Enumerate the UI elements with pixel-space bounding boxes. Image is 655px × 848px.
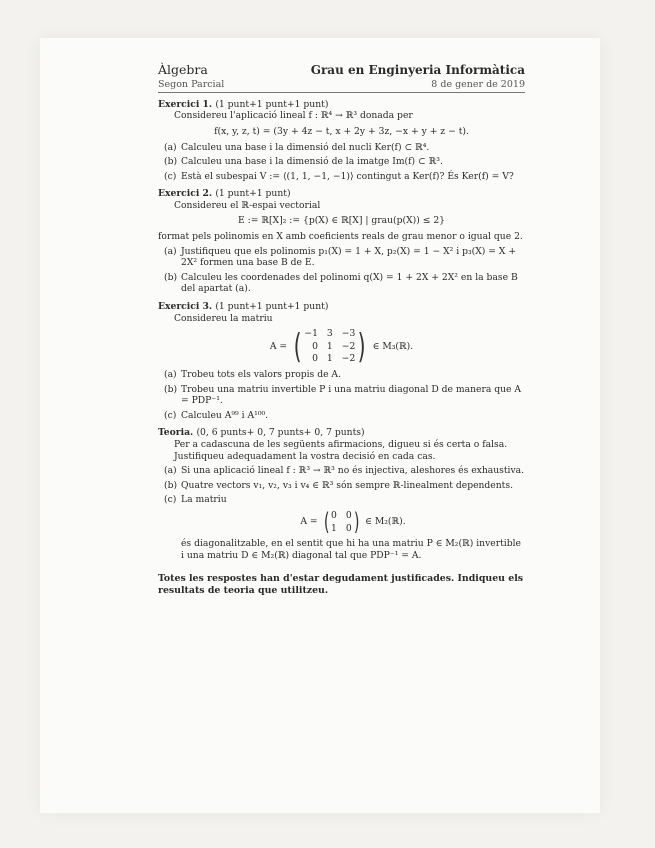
exercise-3-intro: Considereu la matriu bbox=[174, 312, 273, 324]
header bbox=[158, 62, 525, 78]
exercise-1-item-b bbox=[164, 156, 525, 168]
item-label: (c) bbox=[164, 494, 177, 506]
item-text: Justifiqueu que els polinomis p₁(X) = 1 + X, p₂(X) = 1 − X² i p₃(X) = X + 2X² formen una base B de E. bbox=[181, 245, 517, 269]
matrix-entry: 1 bbox=[326, 340, 333, 352]
header-subline bbox=[158, 79, 525, 91]
matrix-entry: 1 bbox=[331, 522, 337, 534]
matrix-entry: 0 bbox=[345, 509, 352, 521]
left-paren: ( bbox=[323, 508, 330, 537]
exam-page bbox=[158, 62, 525, 597]
theory-points: (0, 6 punts+ 0, 7 punts+ 0, 7 punts) bbox=[196, 427, 365, 439]
closing-note: Totes les respostes han d'estar degudament justificades. Indiqueu els resultats de teoria que utilitzeu. bbox=[158, 573, 524, 597]
item-label: (c) bbox=[164, 409, 177, 421]
matrix-entry: 0 bbox=[312, 340, 318, 352]
exercise-1-points: (1 punt+1 punt+1 punt) bbox=[215, 98, 329, 110]
theory-heading bbox=[158, 427, 525, 439]
item-text: Està el subespai V := ⟨(1, 1, −1, −1)⟩ contingut a Ker(f)? És Ker(f) = V? bbox=[181, 170, 514, 182]
matrix-entry: 0 bbox=[345, 522, 352, 534]
exercise-3-item-c bbox=[164, 410, 525, 422]
item-text: Calculeu una base i la dimensió de la imatge Im(f) ⊂ ℝ³. bbox=[181, 156, 443, 168]
item-label: (b) bbox=[164, 271, 178, 283]
right-paren: ) bbox=[357, 326, 366, 367]
matrix-grid bbox=[304, 328, 355, 365]
item-text: Calculeu una base i la dimensió del nucli Ker(f) ⊂ ℝ⁴. bbox=[181, 141, 430, 153]
theory-item-a bbox=[164, 465, 525, 477]
exercise-2-formula: E := ℝ[X]₂ := {p(X) ∈ ℝ[X] | grau(p(X)) ≤ 2} bbox=[237, 215, 446, 227]
theory-title: Teoria. bbox=[158, 427, 194, 439]
matrix-entry: −2 bbox=[341, 353, 356, 365]
matrix-entry: −1 bbox=[304, 328, 318, 340]
exercise-2-item-a bbox=[164, 246, 525, 269]
item-text: Si una aplicació lineal f : ℝ³ → ℝ³ no és injectiva, aleshores és exhaustiva. bbox=[181, 465, 525, 477]
exercise-3-matrix-equation bbox=[158, 328, 525, 365]
matrix-entry: 0 bbox=[331, 509, 337, 521]
item-c-body bbox=[181, 494, 525, 561]
matrix-entry: 1 bbox=[326, 353, 333, 365]
item-label: (a) bbox=[164, 141, 177, 153]
theory-intro: Per a cadascuna de les següents afirmacions, digueu si és certa o falsa. Justifiqueu adequadament la vostra decisió en cada cas. bbox=[174, 438, 508, 462]
exercise-1 bbox=[158, 99, 525, 183]
theory-item-c bbox=[164, 494, 525, 561]
exercise-1-item-c bbox=[164, 171, 525, 183]
item-text: Trobeu una matriu invertible P i una matriu diagonal D de manera que A = PDP⁻¹. bbox=[181, 383, 522, 407]
exercise-3-heading bbox=[158, 301, 525, 313]
left-paren: ( bbox=[293, 326, 302, 367]
exercise-2-points: (1 punt+1 punt) bbox=[215, 188, 291, 200]
exercise-3 bbox=[158, 301, 525, 421]
matrix-rhs: ∈ M₂(ℝ). bbox=[365, 516, 406, 528]
item-label: (a) bbox=[164, 465, 177, 477]
matrix-3x3 bbox=[291, 328, 368, 365]
item-label: (b) bbox=[164, 479, 178, 491]
exam-date: 8 de gener de 2019 bbox=[431, 78, 525, 90]
item-text: Trobeu tots els valors propis de A. bbox=[181, 369, 341, 380]
item-label: (a) bbox=[164, 245, 177, 257]
right-paren: ) bbox=[353, 508, 360, 537]
item-label: (b) bbox=[164, 383, 178, 395]
item-text: Calculeu A⁹⁹ i A¹⁰⁰. bbox=[181, 409, 269, 421]
matrix-lhs: A = bbox=[269, 340, 288, 352]
matrix-lhs: A = bbox=[300, 516, 318, 528]
exercise-3-item-b bbox=[164, 384, 525, 407]
matrix-grid bbox=[331, 510, 352, 534]
item-text: Quatre vectors v₁, v₂, v₃ i v₄ ∈ ℝ³ són sempre ℝ-linealment dependents. bbox=[181, 479, 513, 491]
item-c-intro: La matriu bbox=[181, 494, 227, 506]
exercise-1-heading bbox=[158, 99, 525, 111]
matrix-entry: −3 bbox=[341, 328, 356, 340]
exercise-2-heading bbox=[158, 188, 525, 200]
exercise-2-intro: Considereu el ℝ-espai vectorial bbox=[174, 199, 321, 211]
matrix-entry: −2 bbox=[341, 340, 356, 352]
exercise-1-item-a bbox=[164, 142, 525, 154]
exercise-3-title: Exercici 3. bbox=[158, 301, 213, 313]
matrix-entry: 3 bbox=[326, 328, 333, 340]
exercise-1-formula: f(x, y, z, t) = (3y + 4z − t, x + 2y + 3z, −x + y + z − t). bbox=[214, 125, 469, 137]
theory-matrix-equation bbox=[181, 508, 525, 537]
matrix-2x2 bbox=[322, 508, 361, 537]
item-c-after: és diagonalitzable, en el sentit que hi ha una matriu P ∈ M₂(ℝ) invertible i una matriu D ∈ M₂(ℝ) diagonal tal que PDP⁻¹ = A. bbox=[181, 538, 521, 561]
header-rule bbox=[158, 92, 525, 93]
exercise-1-title: Exercici 1. bbox=[158, 98, 213, 110]
item-label: (b) bbox=[164, 156, 178, 168]
exercise-2-after: format pels polinomis en X amb coeficients reals de grau menor o igual que 2. bbox=[158, 231, 523, 243]
exercise-2 bbox=[158, 188, 525, 295]
exam-name: Segon Parcial bbox=[158, 78, 225, 90]
degree-title: Grau en Enginyeria Informàtica bbox=[310, 62, 525, 77]
exercise-3-item-a bbox=[164, 369, 525, 381]
theory-item-b bbox=[164, 480, 525, 492]
theory-section bbox=[158, 427, 525, 561]
item-text: Calculeu les coordenades del polinomi q(X) = 1 + 2X + 2X² en la base B del apartat (a). bbox=[181, 271, 518, 295]
exercise-2-item-b bbox=[164, 272, 525, 295]
matrix-entry: 0 bbox=[312, 353, 318, 365]
matrix-rhs: ∈ M₃(ℝ). bbox=[372, 340, 414, 352]
exercise-3-points: (1 punt+1 punt+1 punt) bbox=[215, 301, 329, 313]
exercise-1-intro: Considereu l'aplicació lineal f : ℝ⁴ → ℝ³ donada per bbox=[174, 110, 413, 122]
exercise-2-title: Exercici 2. bbox=[158, 188, 213, 200]
item-label: (a) bbox=[164, 369, 177, 380]
item-label: (c) bbox=[164, 170, 177, 182]
subject-title: Àlgebra bbox=[158, 62, 208, 77]
